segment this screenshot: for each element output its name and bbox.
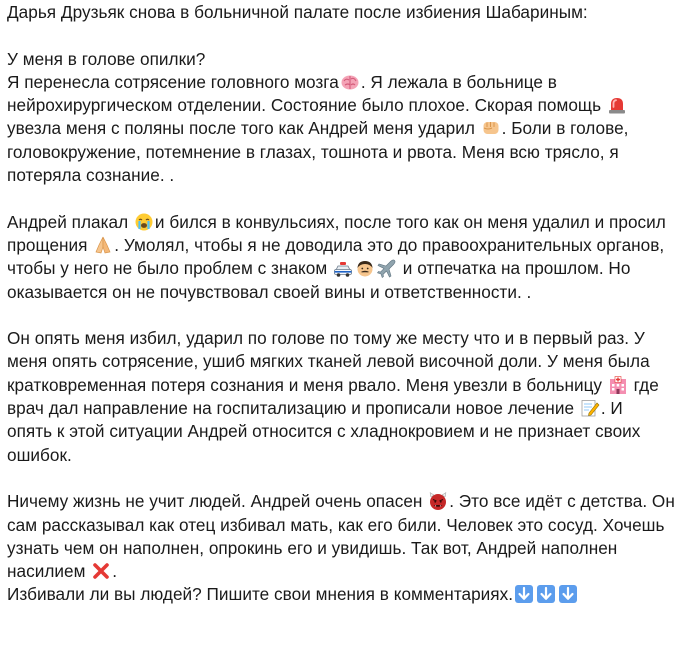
paragraph-gap bbox=[7, 467, 689, 490]
text-segment: увезла меня с поляны после того как Андрей меня ударил bbox=[7, 118, 475, 139]
text-segment: прощения bbox=[7, 234, 88, 255]
paragraph-3-line-5: опять к этой ситуации Андрей относится с хладнокровием и не признает своих bbox=[7, 421, 641, 442]
text-segment: . bbox=[112, 561, 118, 582]
text-segment: и бился в конвульсиях, после того как он меня удалил и просил bbox=[154, 211, 666, 232]
paragraph-3-line-2: меня опять сотрясение, ушиб мягких тканей левой височной доли. У меня была bbox=[7, 351, 650, 372]
text-segment: кратковременная потеря сознания и меня рвало. Меня увезли в больницу bbox=[7, 374, 603, 395]
text-segment: где bbox=[628, 374, 659, 395]
paragraph-1-line-5: головокружение, потемнение в глазах, тошнота и рвота. Меня всю трясло, я bbox=[7, 141, 619, 162]
paragraph-2-line-3 bbox=[7, 257, 689, 280]
down-arrow-icon bbox=[558, 584, 578, 604]
text-segment: . Я лежала в больнице в bbox=[360, 71, 557, 92]
text-segment: насилием bbox=[7, 561, 86, 582]
paragraph-1-line-4 bbox=[7, 117, 689, 140]
paragraph-2-line-2 bbox=[7, 234, 689, 257]
paragraph-3-line-6: ошибок. bbox=[7, 444, 72, 465]
text-segment: Андрей плакал bbox=[7, 211, 129, 232]
folded-hands-icon bbox=[93, 235, 113, 255]
paragraph-gap bbox=[7, 187, 689, 210]
paragraph-3-line-4 bbox=[7, 397, 689, 420]
cross-mark-icon bbox=[91, 561, 111, 581]
text-segment: . Умолял, чтобы я не доводила это до правоохранительных органов, bbox=[114, 234, 665, 255]
text-segment: Ничему жизнь не учит людей. Андрей очень опасен bbox=[7, 491, 423, 512]
memo-icon bbox=[580, 398, 600, 418]
text-segment: Я перенесла сотрясение головного мозга bbox=[7, 71, 339, 92]
crying-face-icon bbox=[134, 212, 154, 232]
down-arrow-icon bbox=[514, 584, 534, 604]
man-face-icon bbox=[355, 258, 375, 278]
paragraph-1-line-1: У меня в голове опилки? bbox=[7, 48, 206, 69]
police-car-icon bbox=[333, 258, 353, 278]
paragraph-3-line-1: Он опять меня избил, ударил по голове по тому же месту что и в первый раз. У bbox=[7, 328, 645, 349]
text-segment: нейрохирургическом отделении. Состояние было плохое. Скорая помощь bbox=[7, 95, 602, 116]
down-arrow-icon bbox=[536, 584, 556, 604]
text-segment: . Боли в голове, bbox=[501, 118, 629, 139]
paragraph-gap bbox=[7, 304, 689, 327]
ogre-icon bbox=[428, 491, 448, 511]
paragraph-4-line-3: узнать чем он наполнен, опрокинь его и увидишь. Так вот, Андрей наполнен bbox=[7, 537, 618, 558]
police-siren-icon bbox=[607, 95, 627, 115]
post-title: Дарья Друзьяк снова в больничной палате после избиения Шабариным: bbox=[7, 2, 588, 22]
fist-icon bbox=[481, 118, 501, 138]
paragraph-2-line-1 bbox=[7, 211, 689, 234]
airplane-icon bbox=[377, 258, 397, 278]
paragraph-gap bbox=[7, 24, 689, 47]
paragraph-1-line-6: потеряла сознание. . bbox=[7, 165, 175, 186]
text-segment: Избивали ли вы людей? Пишите свои мнения в комментариях. bbox=[7, 584, 514, 605]
text-segment: и отпечатка на прошлом. Но bbox=[398, 258, 631, 279]
paragraph-2-line-4: оказывается он не почувствовал своей вины и ответственности. . bbox=[7, 281, 532, 302]
paragraph-1-line-2 bbox=[7, 71, 689, 94]
paragraph-1-line-3 bbox=[7, 94, 689, 117]
paragraph-4-line-5 bbox=[7, 583, 689, 606]
paragraph-4-line-4 bbox=[7, 560, 689, 583]
text-segment: чтобы у него не было проблем с знаком bbox=[7, 258, 328, 279]
hospital-icon bbox=[608, 375, 628, 395]
brain-icon bbox=[340, 72, 360, 92]
text-segment: . И bbox=[600, 398, 623, 419]
paragraph-4-line-2: сам рассказывал как отец избивал мать, как его били. Человек это сосуд. Хочешь bbox=[7, 514, 665, 535]
text-segment: врач дал направление на госпитализацию и прописали новое лечение bbox=[7, 398, 575, 419]
paragraph-4-line-1 bbox=[7, 490, 689, 513]
paragraph-3-line-3 bbox=[7, 374, 689, 397]
text-segment: . Это все идёт с детства. Он bbox=[449, 491, 675, 512]
